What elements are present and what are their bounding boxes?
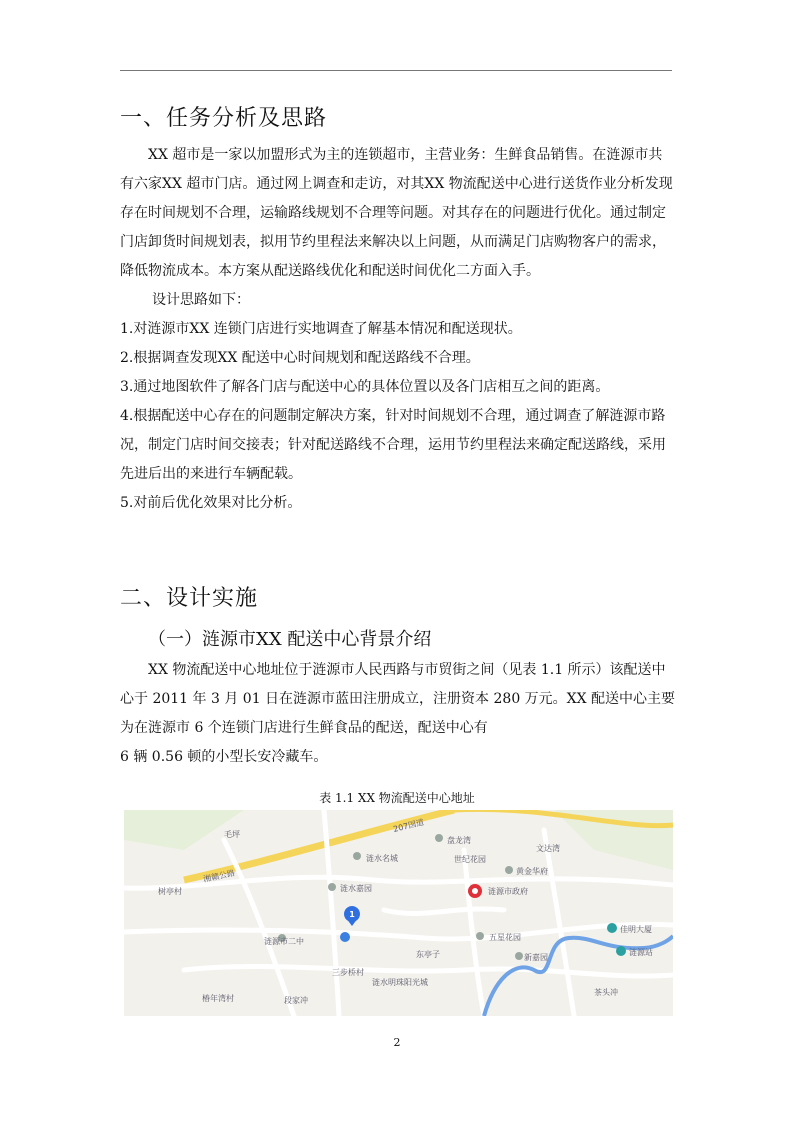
- page-number: 2: [393, 1036, 401, 1049]
- list-item: 1.对涟源市XX 连锁门店进行实地调查了解基本情况和配送现状。: [120, 321, 522, 337]
- map-label: 佳明大厦: [620, 925, 652, 934]
- map-marker-number: 1: [349, 910, 355, 919]
- map-label: 涟源市二中: [264, 937, 304, 946]
- paragraph-vehicles: 6 辆 0.56 顿的小型长安冷藏车。: [120, 749, 328, 765]
- table-caption: 表 1.1 XX 物流配送中心地址: [319, 791, 475, 805]
- map-svg: [124, 810, 673, 1016]
- map-label: 涟源市政府: [488, 887, 528, 896]
- map-image: [124, 810, 673, 1016]
- map-label: 段家冲: [284, 996, 308, 1005]
- map-label: 椿年湾村: [202, 994, 234, 1003]
- map-label: 涟水名城: [366, 854, 398, 863]
- list-item: 3.通过地图软件了解各门店与配送中心的具体位置以及各门店相互之间的距离。: [120, 379, 610, 395]
- list-item: 4.根据配送中心存在的问题制定解决方案，针对时间规划不合理，通过调查了解涟源市路况，制定门店时间交接表；针对配送路线不合理，运用节约里程法来确定配送路线，采用先进后出的来进行车辆配载。: [120, 408, 666, 482]
- map-label: 茶头冲: [594, 988, 618, 997]
- paragraph-intro: XX 超市是一家以加盟形式为主的连锁超市，主营业务：生鲜食品销售。在涟源市共有六家XX 超市门店。通过网上调查和走访，对其XX 物流配送中心进行送货作业分析发现存在时间规划不合理，运输路线规划不合理等问题。对其存在的问题进行优化。通过制定门店卸货时间规划表，拟用节约里程法来解决以上问题，从而满足门店购物客户的需求，降低物流成本。本方案从配送路线优化和配送时间优化二方面入手。: [120, 147, 673, 279]
- map-label: 五星花园: [489, 933, 521, 942]
- list-item: 5.对前后优化效果对比分析。: [120, 495, 302, 511]
- map-label: 毛坪: [224, 830, 240, 839]
- map-label: 207国道: [392, 817, 425, 834]
- map-label: 文达湾: [536, 844, 560, 853]
- map-label: 三步桥村: [332, 968, 364, 977]
- list-item: 2.根据调查发现XX 配送中心时间规划和配送路线不合理。: [120, 350, 480, 366]
- section-title-analysis: 一、任务分析及思路: [120, 106, 328, 131]
- paragraph-background: XX 物流配送中心地址位于涟源市人民西路与市贸街之间（见表 1.1 所示）该配送中心于 2011 年 3 月 01 日在涟源市蓝田注册成立，注册资本 280 万元。XX 配送中心主要为在涟源市 6 个连锁门店进行生鲜食品的配送，配送中心有: [120, 662, 676, 736]
- map-label: 湘赣公路: [202, 868, 236, 884]
- map-label: 世纪花园: [454, 855, 486, 864]
- subsection-title-background: （一）涟源市XX 配送中心背景介绍: [148, 629, 432, 650]
- background-text: [120, 656, 676, 772]
- map-label: 涟源站: [629, 948, 653, 957]
- ideas-title: 设计思路如下：: [152, 292, 250, 308]
- map-label: 新嘉园: [524, 953, 548, 962]
- map-label: 树亭村: [158, 887, 182, 896]
- section-title-implementation: 二、设计实施: [120, 586, 259, 611]
- header-rule: [120, 70, 672, 71]
- map-label: 涟水嘉园: [340, 884, 372, 893]
- map-label: 黄金华府: [516, 867, 548, 876]
- map-label: 盘龙湾: [447, 836, 471, 845]
- map-label: 东亭子: [416, 950, 440, 959]
- body-text: [120, 141, 676, 518]
- map-label: 涟水明珠阳光城: [372, 978, 428, 987]
